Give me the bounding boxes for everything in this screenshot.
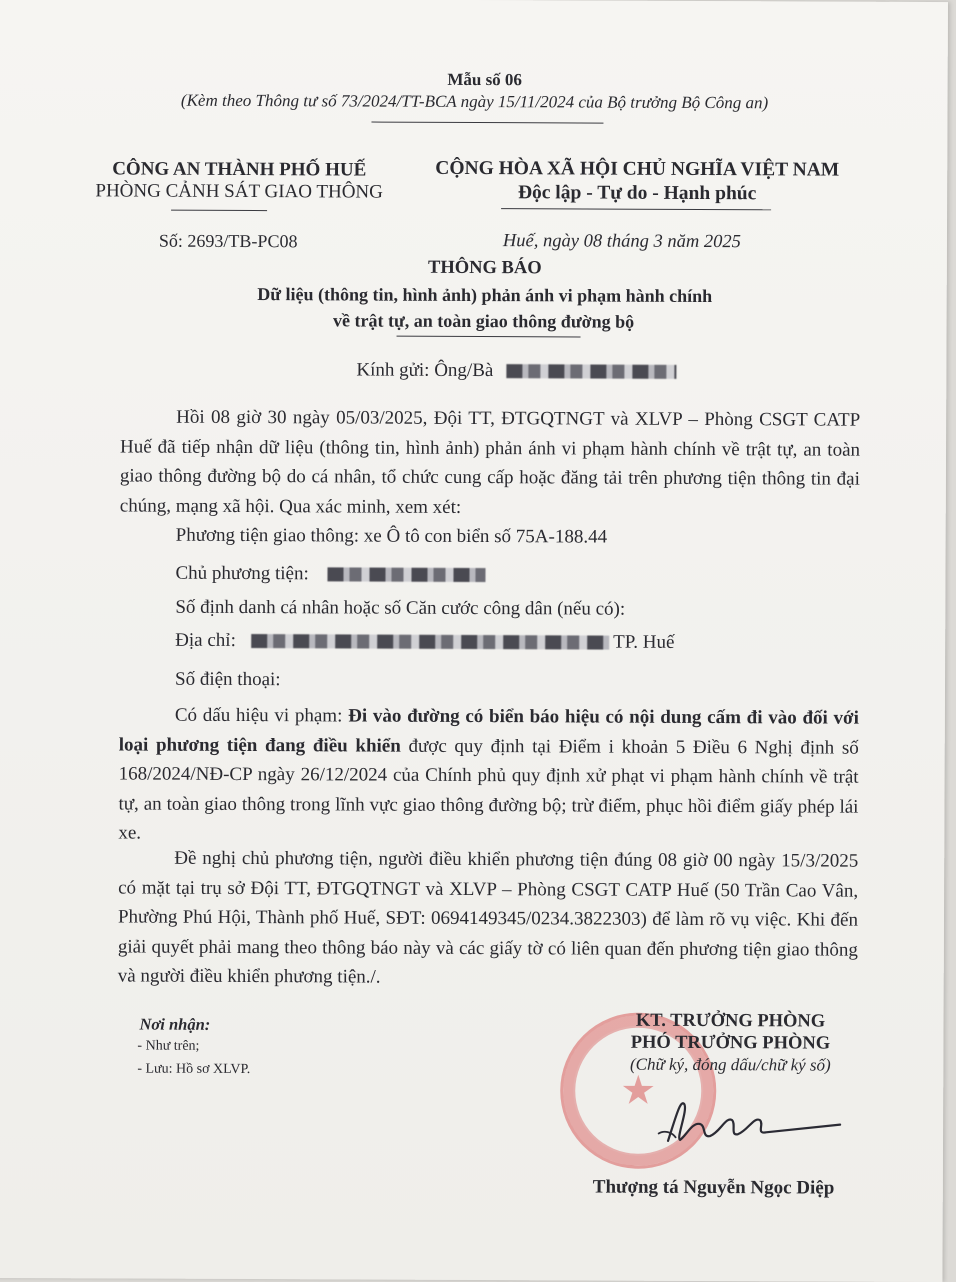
signer-title-2: PHÓ TRƯỞNG PHÒNG <box>630 1032 831 1054</box>
notice-title: THÔNG BÁO <box>427 257 542 279</box>
notice-subtitle-line2: về trật tự, an toàn giao thông đường bộ <box>332 310 635 332</box>
form-number: Mẫu số 06 <box>447 69 523 90</box>
signer-name: Thượng tá Nguyễn Ngọc Diệp <box>592 1176 835 1199</box>
request-paragraph <box>118 843 859 994</box>
recipients-title: Nơi nhận: <box>139 1014 211 1034</box>
agency-department: PHÒNG CẢNH SÁT GIAO THÔNG <box>95 180 383 203</box>
vehicle-line: Phương tiện giao thông: xe Ô tô con biển số 75A-188.44 <box>175 524 608 548</box>
violation-legal-basis: được quy định tại Điểm i khoản 5 Điều 6 Nghị định số 168/2024/NĐ-CP ngày 26/12/2024 của Chính phủ quy định xử phạt vi phạm hành chính về trật tự, an toàn giao thông trong lĩnh vực giao thông đường bộ; trừ điểm, phục hồi điểm giấy phép lái xe. <box>118 735 859 844</box>
divider <box>171 210 267 211</box>
intro-text: Hồi 08 giờ 30 ngày 05/03/2025, Đội TT, ĐTGQTNGT và XLVP – Phòng CSGT CATP Huế đã tiếp nhận dữ liệu (thông tin, hình ảnh) phản ánh vi phạm hành chính về trật tự, an toàn giao thông đường bộ do cá nhân, tổ chức cung cấp hoặc đăng tải trên phương tiện thông tin đại chúng, mạng xã hội. Qua xác minh, xem xét: <box>119 406 861 518</box>
phone-label: Số điện thoại: <box>174 668 281 691</box>
request-text: Đề nghị chủ phương tiện, người điều khiển phương tiện đúng 08 giờ 00 ngày 15/3/2025 có mặt tại trụ sở Đội TT, ĐTGQTNGT và XLVP – Phòng CSGT CATP Huế (50 Trần Cao Vân, Phường Phú Hội, Thành phố Huế, SĐT: 0694149345/0234.3822303) để làm rõ vụ việc. Khi đến giải quyết phải mang theo thông báo này và các giấy tờ có liên quan đến phương tiện giao thông và người điều khiển phương tiện./. <box>117 847 859 988</box>
place-date: Huế, ngày 08 tháng 3 năm 2025 <box>502 231 741 253</box>
redacted-address <box>251 634 609 650</box>
nation-title: CỘNG HÒA XÃ HỘI CHỦ NGHĨA VIỆT NAM <box>435 157 840 181</box>
redacted-owner <box>327 567 485 582</box>
agency-name: CÔNG AN THÀNH PHỐ HUẾ <box>112 158 367 181</box>
document-number: Số: 2693/TB-PC08 <box>158 230 298 252</box>
form-attachment-note: (Kèm theo Thông tư số 73/2024/TT-BCA ngày 15/11/2024 của Bộ trưởng Bộ Công an) <box>180 90 769 113</box>
address-city: TP. Huế <box>613 631 675 653</box>
signer-title-1: KT. TRƯỞNG PHÒNG <box>635 1010 826 1032</box>
recipient-label: Kính gửi: Ông/Bà <box>356 359 494 382</box>
intro-paragraph <box>120 402 861 523</box>
divider <box>397 336 581 338</box>
star-icon: ★ <box>620 1067 657 1114</box>
violation-paragraph <box>118 700 859 851</box>
divider <box>371 122 603 124</box>
owner-label: Chủ phương tiện: <box>175 562 309 585</box>
redacted-recipient <box>506 364 676 379</box>
nation-motto: Độc lập - Tự do - Hạnh phúc <box>517 182 757 205</box>
address-label: Địa chỉ: <box>175 629 236 651</box>
divider <box>501 208 771 210</box>
id-label: Số định danh cá nhân hoặc số Căn cước công dân (nếu có): <box>175 596 626 620</box>
violation-description: Đi vào đường có biển báo hiệu có nội dung cấm đi vào đối với loại phương tiện đang điều khiển <box>118 705 859 757</box>
signature-note: (Chữ ký, đóng dấu/chữ ký số) <box>629 1054 831 1075</box>
handwritten-signature <box>650 1086 860 1157</box>
recipient-item: - Lưu: Hồ sơ XLVP. <box>137 1061 251 1078</box>
notice-subtitle-line1: Dữ liệu (thông tin, hình ảnh) phản ánh vi phạm hành chính <box>257 284 713 307</box>
violation-prefix: Có dấu hiệu vi phạm: <box>174 704 349 727</box>
recipient-item: - Như trên; <box>137 1038 200 1054</box>
